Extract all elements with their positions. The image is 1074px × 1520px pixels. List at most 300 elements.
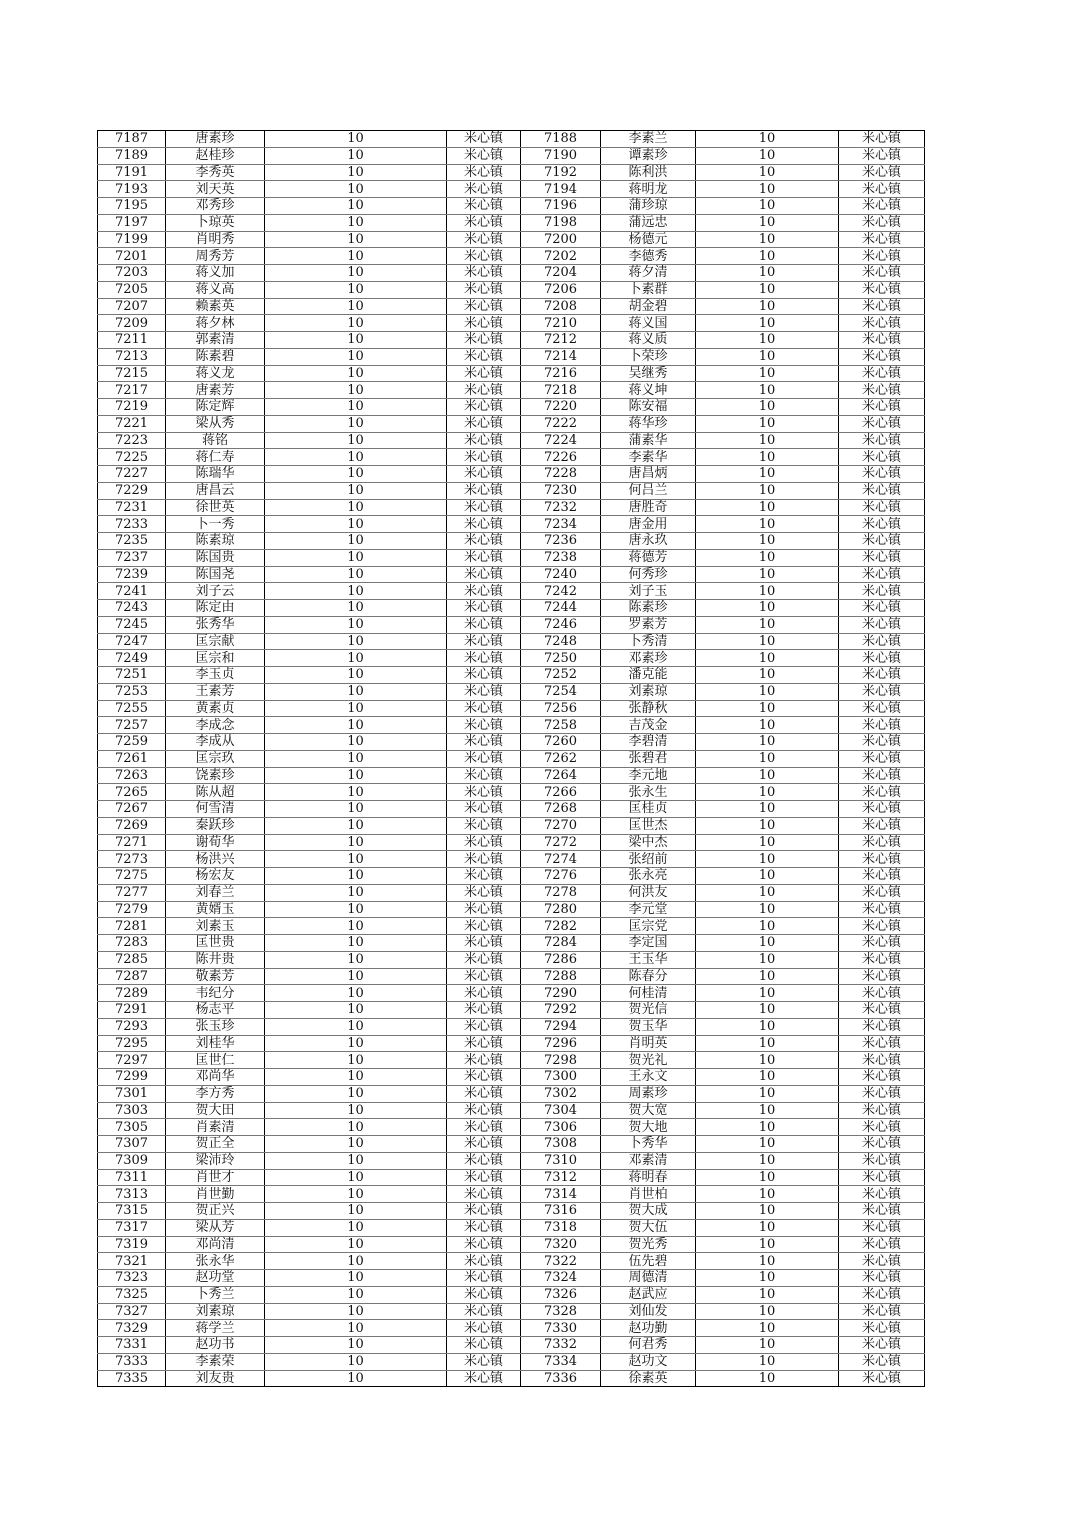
amount-cell: 10	[265, 432, 447, 449]
name-cell: 肖世才	[166, 1169, 265, 1186]
record-number-cell: 7193	[98, 181, 166, 198]
town-cell: 米心镇	[447, 1219, 521, 1236]
town-cell: 米心镇	[447, 1270, 521, 1287]
name-cell: 李元地	[601, 767, 696, 784]
town-cell: 米心镇	[839, 466, 925, 483]
amount-cell: 10	[696, 784, 839, 801]
record-number-cell: 7260	[521, 734, 601, 751]
amount-cell: 10	[265, 951, 447, 968]
amount-cell: 10	[265, 1219, 447, 1236]
amount-cell: 10	[265, 164, 447, 181]
town-cell: 米心镇	[839, 181, 925, 198]
table-row	[98, 348, 925, 365]
amount-cell: 10	[696, 1069, 839, 1086]
amount-cell: 10	[265, 851, 447, 868]
town-cell: 米心镇	[839, 616, 925, 633]
town-cell: 米心镇	[447, 1286, 521, 1303]
town-cell: 米心镇	[839, 1152, 925, 1169]
record-number-cell: 7331	[98, 1337, 166, 1354]
record-number-cell: 7206	[521, 281, 601, 298]
town-cell: 米心镇	[839, 332, 925, 349]
town-cell: 米心镇	[447, 1119, 521, 1136]
record-number-cell: 7258	[521, 717, 601, 734]
amount-cell: 10	[265, 1320, 447, 1337]
record-number-cell: 7313	[98, 1186, 166, 1203]
table-row	[98, 1370, 925, 1387]
record-number-cell: 7259	[98, 734, 166, 751]
name-cell: 贺大田	[166, 1102, 265, 1119]
record-number-cell: 7217	[98, 382, 166, 399]
record-number-cell: 7310	[521, 1152, 601, 1169]
amount-cell: 10	[696, 415, 839, 432]
amount-cell: 10	[696, 817, 839, 834]
amount-cell: 10	[265, 1370, 447, 1387]
town-cell: 米心镇	[839, 164, 925, 181]
amount-cell: 10	[265, 650, 447, 667]
name-cell: 贺大伍	[601, 1219, 696, 1236]
amount-cell: 10	[696, 1169, 839, 1186]
table-row	[98, 801, 925, 818]
record-number-cell: 7326	[521, 1286, 601, 1303]
amount-cell: 10	[696, 1136, 839, 1153]
name-cell: 伍先碧	[601, 1253, 696, 1270]
record-number-cell: 7305	[98, 1119, 166, 1136]
town-cell: 米心镇	[447, 734, 521, 751]
record-number-cell: 7321	[98, 1253, 166, 1270]
record-number-cell: 7290	[521, 985, 601, 1002]
record-number-cell: 7194	[521, 181, 601, 198]
amount-cell: 10	[696, 1002, 839, 1019]
amount-cell: 10	[265, 281, 447, 298]
record-number-cell: 7203	[98, 265, 166, 282]
name-cell: 梁从芳	[166, 1219, 265, 1236]
record-number-cell: 7214	[521, 348, 601, 365]
amount-cell: 10	[696, 633, 839, 650]
table-row	[98, 566, 925, 583]
record-number-cell: 7293	[98, 1018, 166, 1035]
record-number-cell: 7280	[521, 901, 601, 918]
record-number-cell: 7323	[98, 1270, 166, 1287]
record-number-cell: 7243	[98, 600, 166, 617]
amount-cell: 10	[265, 231, 447, 248]
table-row	[98, 499, 925, 516]
record-number-cell: 7308	[521, 1136, 601, 1153]
amount-cell: 10	[265, 1270, 447, 1287]
amount-cell: 10	[696, 432, 839, 449]
table-row	[98, 650, 925, 667]
amount-cell: 10	[696, 181, 839, 198]
amount-cell: 10	[265, 683, 447, 700]
name-cell: 唐素芳	[166, 382, 265, 399]
amount-cell: 10	[696, 549, 839, 566]
name-cell: 李成念	[166, 717, 265, 734]
town-cell: 米心镇	[839, 1069, 925, 1086]
town-cell: 米心镇	[839, 499, 925, 516]
record-number-cell: 7317	[98, 1219, 166, 1236]
amount-cell: 10	[696, 985, 839, 1002]
town-cell: 米心镇	[447, 884, 521, 901]
amount-cell: 10	[265, 1203, 447, 1220]
table-row	[98, 181, 925, 198]
name-cell: 贺大地	[601, 1119, 696, 1136]
name-cell: 陈瑞华	[166, 466, 265, 483]
town-cell: 米心镇	[839, 1253, 925, 1270]
record-number-cell: 7239	[98, 566, 166, 583]
record-number-cell: 7232	[521, 499, 601, 516]
town-cell: 米心镇	[447, 667, 521, 684]
name-cell: 肖世勤	[166, 1186, 265, 1203]
name-cell: 赵功勤	[601, 1320, 696, 1337]
record-number-cell: 7204	[521, 265, 601, 282]
record-number-cell: 7273	[98, 851, 166, 868]
name-cell: 刘友贵	[166, 1370, 265, 1387]
record-number-cell: 7291	[98, 1002, 166, 1019]
table-row	[98, 616, 925, 633]
name-cell: 李碧清	[601, 734, 696, 751]
amount-cell: 10	[265, 332, 447, 349]
table-row	[98, 265, 925, 282]
table-row	[98, 231, 925, 248]
table-row	[98, 549, 925, 566]
amount-cell: 10	[265, 918, 447, 935]
name-cell: 陈利洪	[601, 164, 696, 181]
record-number-cell: 7220	[521, 399, 601, 416]
amount-cell: 10	[265, 717, 447, 734]
amount-cell: 10	[696, 365, 839, 382]
name-cell: 吴继秀	[601, 365, 696, 382]
amount-cell: 10	[265, 985, 447, 1002]
name-cell: 唐素珍	[166, 131, 265, 148]
amount-cell: 10	[265, 415, 447, 432]
record-number-cell: 7332	[521, 1337, 601, 1354]
amount-cell: 10	[265, 265, 447, 282]
amount-cell: 10	[696, 248, 839, 265]
name-cell: 李素兰	[601, 131, 696, 148]
amount-cell: 10	[696, 482, 839, 499]
name-cell: 李素华	[601, 449, 696, 466]
record-number-cell: 7209	[98, 315, 166, 332]
town-cell: 米心镇	[839, 985, 925, 1002]
name-cell: 陈井贵	[166, 951, 265, 968]
record-number-cell: 7277	[98, 884, 166, 901]
amount-cell: 10	[696, 750, 839, 767]
town-cell: 米心镇	[447, 683, 521, 700]
table-row	[98, 1253, 925, 1270]
record-number-cell: 7245	[98, 616, 166, 633]
amount-cell: 10	[696, 884, 839, 901]
town-cell: 米心镇	[447, 717, 521, 734]
record-number-cell: 7325	[98, 1286, 166, 1303]
table-row	[98, 382, 925, 399]
record-number-cell: 7268	[521, 801, 601, 818]
record-number-cell: 7221	[98, 415, 166, 432]
amount-cell: 10	[696, 583, 839, 600]
record-number-cell: 7256	[521, 700, 601, 717]
amount-cell: 10	[696, 683, 839, 700]
town-cell: 米心镇	[839, 1320, 925, 1337]
town-cell: 米心镇	[447, 1320, 521, 1337]
table-row	[98, 935, 925, 952]
table-row	[98, 700, 925, 717]
town-cell: 米心镇	[447, 600, 521, 617]
table-row	[98, 767, 925, 784]
town-cell: 米心镇	[447, 1303, 521, 1320]
record-number-cell: 7242	[521, 583, 601, 600]
town-cell: 米心镇	[839, 650, 925, 667]
amount-cell: 10	[696, 667, 839, 684]
amount-cell: 10	[265, 968, 447, 985]
amount-cell: 10	[696, 834, 839, 851]
table-row	[98, 1353, 925, 1370]
record-number-cell: 7306	[521, 1119, 601, 1136]
amount-cell: 10	[265, 1353, 447, 1370]
table-row	[98, 399, 925, 416]
town-cell: 米心镇	[447, 1236, 521, 1253]
town-cell: 米心镇	[447, 198, 521, 215]
town-cell: 米心镇	[839, 449, 925, 466]
name-cell: 张永亮	[601, 868, 696, 885]
name-cell: 陈定由	[166, 600, 265, 617]
town-cell: 米心镇	[447, 801, 521, 818]
town-cell: 米心镇	[447, 1186, 521, 1203]
amount-cell: 10	[696, 449, 839, 466]
amount-cell: 10	[265, 801, 447, 818]
amount-cell: 10	[696, 935, 839, 952]
amount-cell: 10	[265, 1136, 447, 1153]
amount-cell: 10	[696, 1353, 839, 1370]
name-cell: 张静秋	[601, 700, 696, 717]
record-number-cell: 7278	[521, 884, 601, 901]
name-cell: 陈定辉	[166, 399, 265, 416]
name-cell: 梁沛玲	[166, 1152, 265, 1169]
name-cell: 蒋仁寿	[166, 449, 265, 466]
name-cell: 王永文	[601, 1069, 696, 1086]
town-cell: 米心镇	[839, 868, 925, 885]
table-row	[98, 1085, 925, 1102]
amount-cell: 10	[265, 633, 447, 650]
amount-cell: 10	[696, 968, 839, 985]
name-cell: 徐素英	[601, 1370, 696, 1387]
record-number-cell: 7269	[98, 817, 166, 834]
name-cell: 王玉华	[601, 951, 696, 968]
amount-cell: 10	[265, 1018, 447, 1035]
record-number-cell: 7307	[98, 1136, 166, 1153]
record-number-cell: 7294	[521, 1018, 601, 1035]
town-cell: 米心镇	[839, 1102, 925, 1119]
record-number-cell: 7251	[98, 667, 166, 684]
amount-cell: 10	[696, 281, 839, 298]
amount-cell: 10	[696, 700, 839, 717]
name-cell: 何秀珍	[601, 566, 696, 583]
town-cell: 米心镇	[839, 382, 925, 399]
town-cell: 米心镇	[447, 851, 521, 868]
name-cell: 蒋义高	[166, 281, 265, 298]
town-cell: 米心镇	[447, 566, 521, 583]
amount-cell: 10	[696, 382, 839, 399]
amount-cell: 10	[696, 1270, 839, 1287]
town-cell: 米心镇	[447, 1018, 521, 1035]
amount-cell: 10	[265, 1186, 447, 1203]
amount-cell: 10	[265, 214, 447, 231]
record-number-cell: 7225	[98, 449, 166, 466]
record-number-cell: 7247	[98, 633, 166, 650]
table-row	[98, 968, 925, 985]
town-cell: 米心镇	[447, 499, 521, 516]
amount-cell: 10	[265, 248, 447, 265]
name-cell: 黄婿玉	[166, 901, 265, 918]
record-number-cell: 7241	[98, 583, 166, 600]
amount-cell: 10	[696, 1186, 839, 1203]
town-cell: 米心镇	[447, 1069, 521, 1086]
town-cell: 米心镇	[839, 549, 925, 566]
name-cell: 蒋义国	[601, 315, 696, 332]
table-row	[98, 1337, 925, 1354]
record-number-cell: 7275	[98, 868, 166, 885]
amount-cell: 10	[265, 1169, 447, 1186]
name-cell: 赖素英	[166, 298, 265, 315]
amount-cell: 10	[265, 667, 447, 684]
town-cell: 米心镇	[447, 1353, 521, 1370]
table-row	[98, 784, 925, 801]
town-cell: 米心镇	[839, 767, 925, 784]
name-cell: 陈安福	[601, 399, 696, 416]
town-cell: 米心镇	[839, 1085, 925, 1102]
amount-cell: 10	[265, 834, 447, 851]
amount-cell: 10	[265, 1002, 447, 1019]
amount-cell: 10	[696, 616, 839, 633]
town-cell: 米心镇	[839, 281, 925, 298]
record-number-cell: 7329	[98, 1320, 166, 1337]
town-cell: 米心镇	[447, 1337, 521, 1354]
town-cell: 米心镇	[839, 1270, 925, 1287]
amount-cell: 10	[696, 315, 839, 332]
record-number-cell: 7201	[98, 248, 166, 265]
amount-cell: 10	[696, 901, 839, 918]
town-cell: 米心镇	[447, 1136, 521, 1153]
table-row	[98, 851, 925, 868]
record-number-cell: 7263	[98, 767, 166, 784]
name-cell: 蒋夕清	[601, 265, 696, 282]
record-number-cell: 7319	[98, 1236, 166, 1253]
record-number-cell: 7236	[521, 533, 601, 550]
town-cell: 米心镇	[447, 834, 521, 851]
record-number-cell: 7274	[521, 851, 601, 868]
name-cell: 周秀芳	[166, 248, 265, 265]
town-cell: 米心镇	[839, 1186, 925, 1203]
name-cell: 肖明秀	[166, 231, 265, 248]
town-cell: 米心镇	[447, 868, 521, 885]
name-cell: 李方秀	[166, 1085, 265, 1102]
name-cell: 肖世柏	[601, 1186, 696, 1203]
record-number-cell: 7281	[98, 918, 166, 935]
town-cell: 米心镇	[447, 1085, 521, 1102]
record-number-cell: 7295	[98, 1035, 166, 1052]
amount-cell: 10	[696, 600, 839, 617]
record-number-cell: 7264	[521, 767, 601, 784]
name-cell: 赵桂珍	[166, 147, 265, 164]
amount-cell: 10	[265, 1253, 447, 1270]
table-row	[98, 281, 925, 298]
table-row	[98, 583, 925, 600]
amount-cell: 10	[696, 801, 839, 818]
record-number-cell: 7238	[521, 549, 601, 566]
amount-cell: 10	[265, 784, 447, 801]
record-number-cell: 7248	[521, 633, 601, 650]
amount-cell: 10	[696, 265, 839, 282]
town-cell: 米心镇	[839, 1337, 925, 1354]
record-number-cell: 7292	[521, 1002, 601, 1019]
record-number-cell: 7213	[98, 348, 166, 365]
amount-cell: 10	[696, 1253, 839, 1270]
record-number-cell: 7187	[98, 131, 166, 148]
town-cell: 米心镇	[839, 717, 925, 734]
name-cell: 张永生	[601, 784, 696, 801]
record-number-cell: 7230	[521, 482, 601, 499]
amount-cell: 10	[696, 650, 839, 667]
record-number-cell: 7330	[521, 1320, 601, 1337]
table-row	[98, 1052, 925, 1069]
record-number-cell: 7212	[521, 332, 601, 349]
table-row	[98, 985, 925, 1002]
name-cell: 唐昌云	[166, 482, 265, 499]
amount-cell: 10	[696, 147, 839, 164]
name-cell: 刘春兰	[166, 884, 265, 901]
record-number-cell: 7333	[98, 1353, 166, 1370]
town-cell: 米心镇	[447, 1370, 521, 1387]
amount-cell: 10	[696, 734, 839, 751]
town-cell: 米心镇	[839, 147, 925, 164]
amount-cell: 10	[265, 533, 447, 550]
name-cell: 匡世贵	[166, 935, 265, 952]
amount-cell: 10	[265, 767, 447, 784]
table-row	[98, 164, 925, 181]
record-number-cell: 7312	[521, 1169, 601, 1186]
table-row	[98, 248, 925, 265]
table-row	[98, 901, 925, 918]
name-cell: 唐胜奇	[601, 499, 696, 516]
name-cell: 贺正兴	[166, 1203, 265, 1220]
name-cell: 卜荣珍	[601, 348, 696, 365]
amount-cell: 10	[265, 817, 447, 834]
table-row	[98, 131, 925, 148]
amount-cell: 10	[265, 549, 447, 566]
name-cell: 吉茂金	[601, 717, 696, 734]
town-cell: 米心镇	[447, 365, 521, 382]
town-cell: 米心镇	[839, 315, 925, 332]
record-number-cell: 7296	[521, 1035, 601, 1052]
amount-cell: 10	[265, 131, 447, 148]
town-cell: 米心镇	[447, 985, 521, 1002]
town-cell: 米心镇	[447, 767, 521, 784]
town-cell: 米心镇	[839, 198, 925, 215]
record-number-cell: 7276	[521, 868, 601, 885]
amount-cell: 10	[696, 951, 839, 968]
amount-cell: 10	[265, 750, 447, 767]
table-row	[98, 449, 925, 466]
amount-cell: 10	[265, 365, 447, 382]
name-cell: 陈素珍	[601, 600, 696, 617]
name-cell: 何君秀	[601, 1337, 696, 1354]
record-number-cell: 7237	[98, 549, 166, 566]
amount-cell: 10	[265, 382, 447, 399]
amount-cell: 10	[265, 868, 447, 885]
town-cell: 米心镇	[447, 1035, 521, 1052]
town-cell: 米心镇	[839, 566, 925, 583]
amount-cell: 10	[265, 1152, 447, 1169]
name-cell: 贺正全	[166, 1136, 265, 1153]
record-number-cell: 7302	[521, 1085, 601, 1102]
name-cell: 匡宗和	[166, 650, 265, 667]
